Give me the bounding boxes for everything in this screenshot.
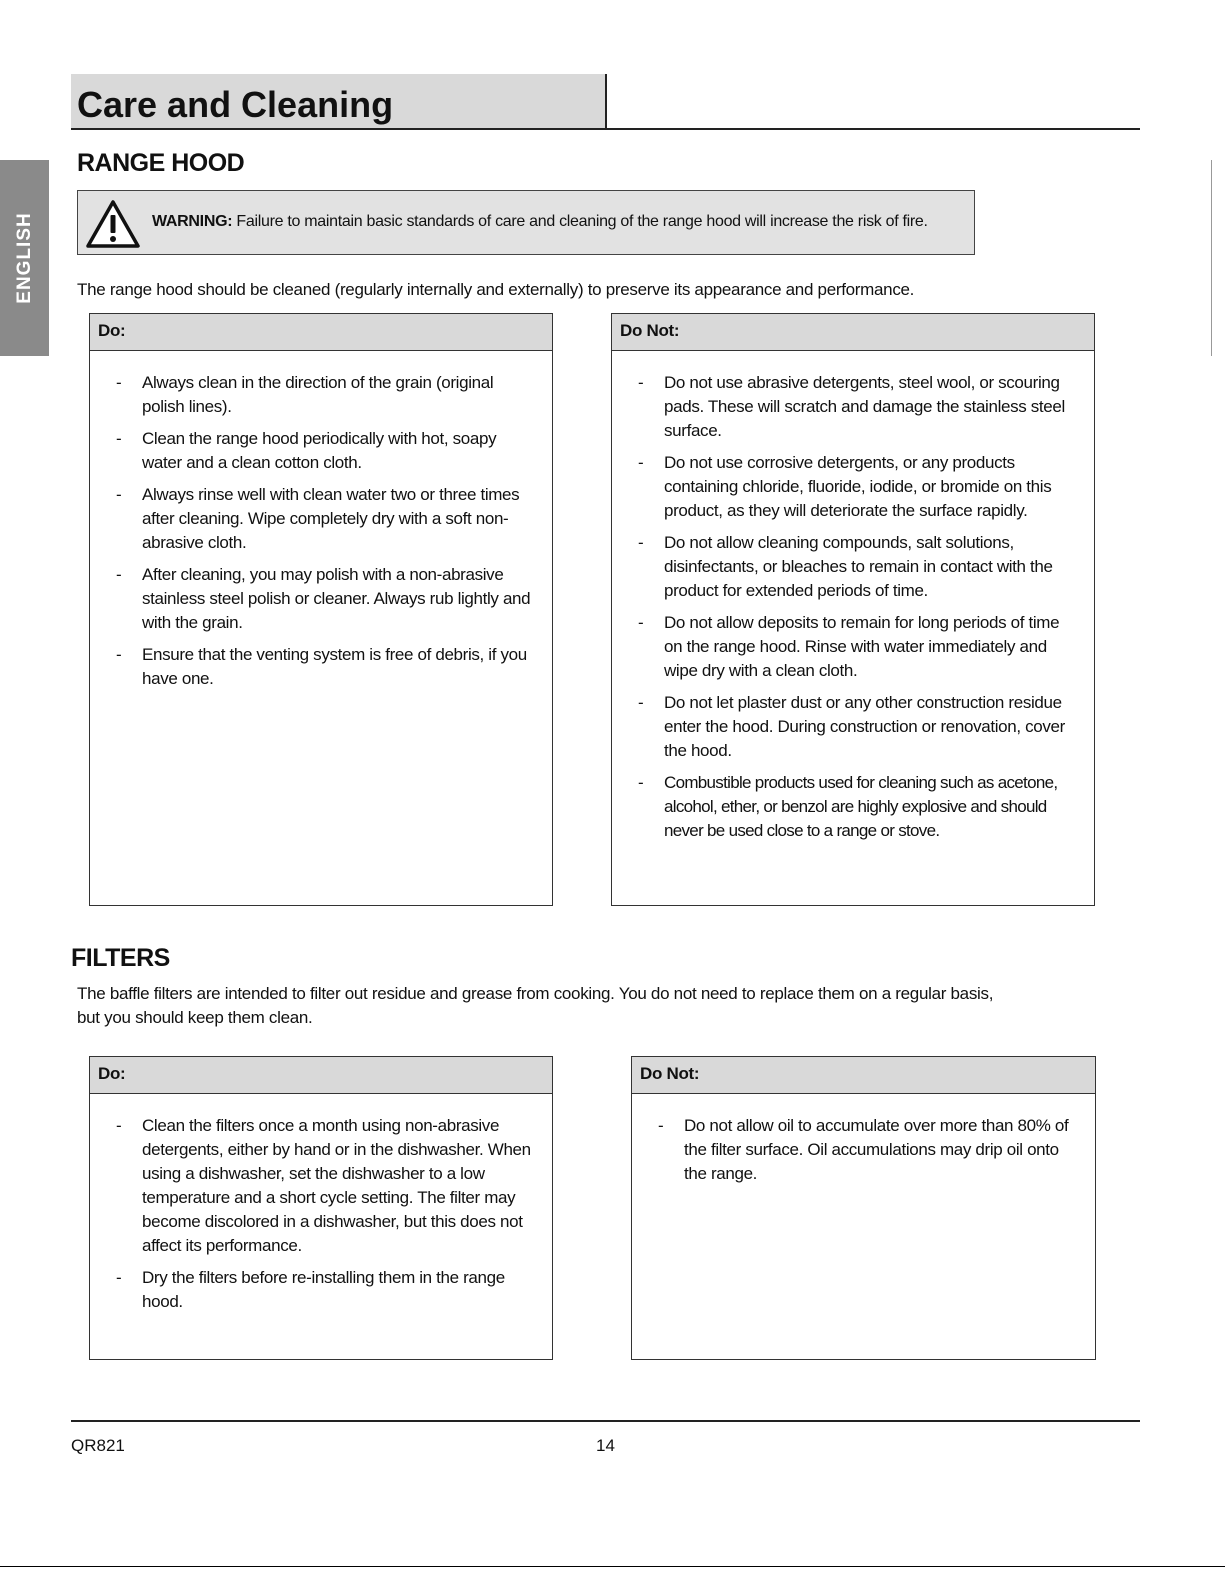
filters-do-not-header: Do Not: <box>632 1057 1095 1094</box>
page-title: Care and Cleaning <box>77 84 394 125</box>
list-item: - Do not allow oil to accumulate over more than 80% of the filter surface. Oil accumulations may drip oil onto the range. <box>684 1114 1081 1186</box>
list-item: - Do not use abrasive detergents, steel wool, or scouring pads. These will scratch and damage the stainless steel surface. <box>664 371 1080 443</box>
page-edge-mark <box>1211 160 1212 356</box>
filters-intro-line-2: but you should keep them clean. <box>77 1008 313 1027</box>
filters-do-not-box <box>631 1056 1096 1360</box>
warning-text <box>152 213 928 231</box>
range-hood-do-header: Do: <box>90 314 552 351</box>
model-number: QR821 <box>71 1436 125 1455</box>
title-divider <box>71 128 1140 130</box>
warning-message: Failure to maintain basic standards of care and cleaning of the range hood will increase the risk of fire. <box>232 213 928 230</box>
filters-do-list <box>90 1094 552 1314</box>
list-item: - Combustible products used for cleaning such as acetone, alcohol, ether, or benzol are highly explosive and should never be used close to a range or stove. <box>664 771 1080 843</box>
list-item: - Do not allow deposits to remain for long periods of time on the range hood. Rinse with water immediately and wipe dry with a clean cloth. <box>664 611 1080 683</box>
page-bottom-edge <box>0 1566 1225 1567</box>
list-item: - Dry the filters before re-installing them in the range hood. <box>142 1266 538 1314</box>
range-hood-do-list <box>90 351 552 691</box>
page-number: 14 <box>596 1436 615 1455</box>
list-item: - Do not use corrosive detergents, or any products containing chloride, fluoride, iodide, or bromide on this product, as they will deteriorate the surface rapidly. <box>664 451 1080 523</box>
language-tab-label: ENGLISH <box>13 212 35 304</box>
filters-intro-line-1: The baffle filters are intended to filter out residue and grease from cooking. You do not need to replace them on a regular basis, <box>77 984 994 1003</box>
range-hood-do-not-header: Do Not: <box>612 314 1094 351</box>
range-hood-do-not-box <box>611 313 1095 906</box>
list-item: - Always clean in the direction of the grain (original polish lines). <box>142 371 538 419</box>
filters-heading: FILTERS <box>71 944 170 972</box>
filters-do-not-list <box>632 1094 1095 1186</box>
warning-box <box>77 190 975 255</box>
list-item: - Do not allow cleaning compounds, salt solutions, disinfectants, or bleaches to remain in contact with the product for extended periods of time. <box>664 531 1080 603</box>
filters-do-box <box>89 1056 553 1360</box>
range-hood-heading: RANGE HOOD <box>77 149 245 177</box>
footer-divider <box>71 1420 1140 1422</box>
language-tab <box>0 160 49 356</box>
list-item: - Always rinse well with clean water two or three times after cleaning. Wipe completely dry with a soft non-abrasive cloth. <box>142 483 538 555</box>
filters-do-header: Do: <box>90 1057 552 1094</box>
range-hood-do-box <box>89 313 553 906</box>
list-item: - Clean the filters once a month using non-abrasive detergents, either by hand or in the dishwasher. When using a dishwasher, set the dishwasher to a low temperature and a short cycle setting. The filter may become discolored in a dishwasher, but this does not affect its performance. <box>142 1114 538 1258</box>
warning-triangle-icon <box>85 199 141 249</box>
list-item: - Ensure that the venting system is free of debris, if you have one. <box>142 643 538 691</box>
range-hood-intro: The range hood should be cleaned (regularly internally and externally) to preserve its appearance and performance. <box>77 280 915 299</box>
range-hood-do-not-list <box>612 351 1094 843</box>
page-title-bar <box>71 74 607 129</box>
warning-label: WARNING: <box>152 213 233 230</box>
list-item: - Do not let plaster dust or any other construction residue enter the hood. During construction or renovation, cover the hood. <box>664 691 1080 763</box>
list-item: - Clean the range hood periodically with hot, soapy water and a clean cotton cloth. <box>142 427 538 475</box>
list-item: - After cleaning, you may polish with a non-abrasive stainless steel polish or cleaner. Always rub lightly and with the grain. <box>142 563 538 635</box>
